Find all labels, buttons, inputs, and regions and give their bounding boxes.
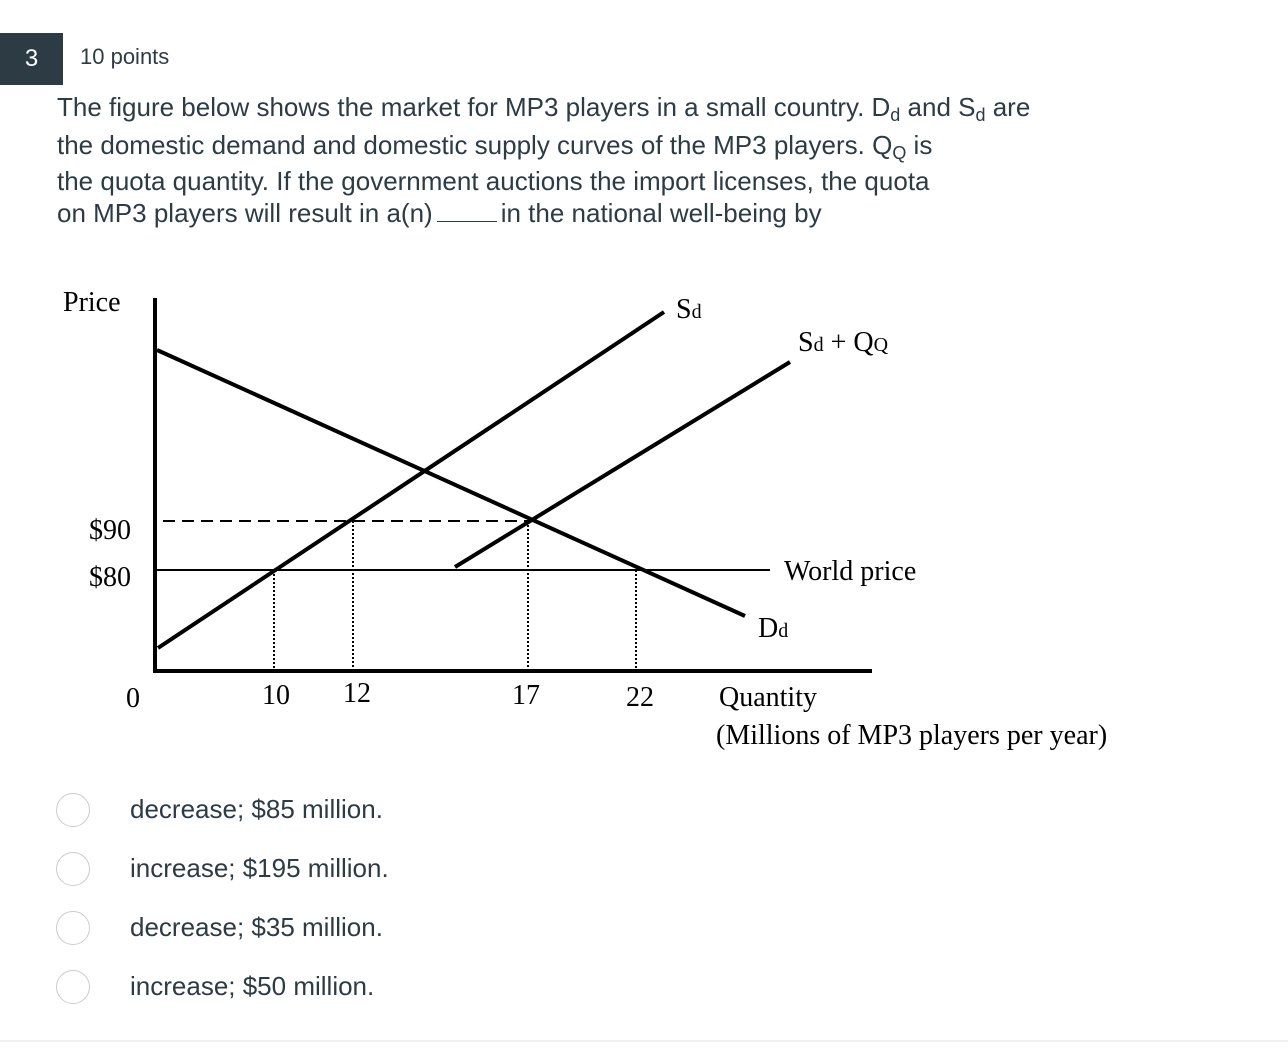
supply-plus-quota-curve <box>455 362 790 567</box>
world-price-label: World price <box>784 556 917 587</box>
x-axis-label: Quantity <box>719 682 817 713</box>
answer-option-label: decrease; $35 million. <box>130 912 383 942</box>
supply-quota-curve-label: Sd + QQ <box>798 327 889 358</box>
question-line-2: the domestic demand and domestic supply curves of the MP3 players. $Q_Q$ is <box>57 130 933 163</box>
answer-option-3[interactable] <box>56 898 389 957</box>
radio-button[interactable] <box>56 852 90 886</box>
radio-button[interactable] <box>56 970 90 1004</box>
x-axis-label-units: (Millions of MP3 players per year) <box>716 720 1108 751</box>
question-text <box>57 88 1157 228</box>
quantity-tick-10: 10 <box>262 680 290 711</box>
answer-option-1[interactable] <box>56 780 389 839</box>
quantity-tick-0: 0 <box>126 683 140 714</box>
answer-options <box>56 780 389 1016</box>
quantity-tick-17: 17 <box>512 680 540 711</box>
price-tick-80: $80 <box>89 562 131 593</box>
domestic-demand-curve <box>157 350 745 616</box>
radio-button[interactable] <box>56 911 90 945</box>
quantity-tick-22: 22 <box>626 682 654 713</box>
demand-curve-label: Dd <box>758 613 789 644</box>
answer-option-label: increase; $50 million. <box>130 971 375 1001</box>
question-points: 10 points <box>80 44 170 69</box>
domestic-supply-curve <box>158 312 664 648</box>
radio-button[interactable] <box>56 793 90 827</box>
question-line-4: on MP3 players will result in a(n) in the national well-being by <box>57 198 822 228</box>
answer-option-label: increase; $195 million. <box>130 853 389 883</box>
question-line-3: the quota quantity. If the government auctions the import licenses, the quota <box>57 166 930 196</box>
price-tick-90: $90 <box>89 515 131 546</box>
y-axis-label: Price <box>63 287 121 318</box>
question-number-badge: 3 <box>0 33 63 85</box>
answer-option-label: decrease; $85 million. <box>130 794 383 824</box>
answer-option-4[interactable] <box>56 957 389 1016</box>
answer-blank <box>437 199 497 222</box>
supply-curve-label: Sd <box>676 294 702 325</box>
market-diagram-svg <box>0 270 1288 760</box>
answer-option-2[interactable] <box>56 839 389 898</box>
question-divider <box>0 1040 1288 1042</box>
quota-market-figure <box>0 270 1288 765</box>
question-line-1: The figure below shows the market for MP3 players in a small country. $D_d$ and $S_d$ are <box>57 92 1031 125</box>
quantity-tick-12: 12 <box>343 678 371 709</box>
